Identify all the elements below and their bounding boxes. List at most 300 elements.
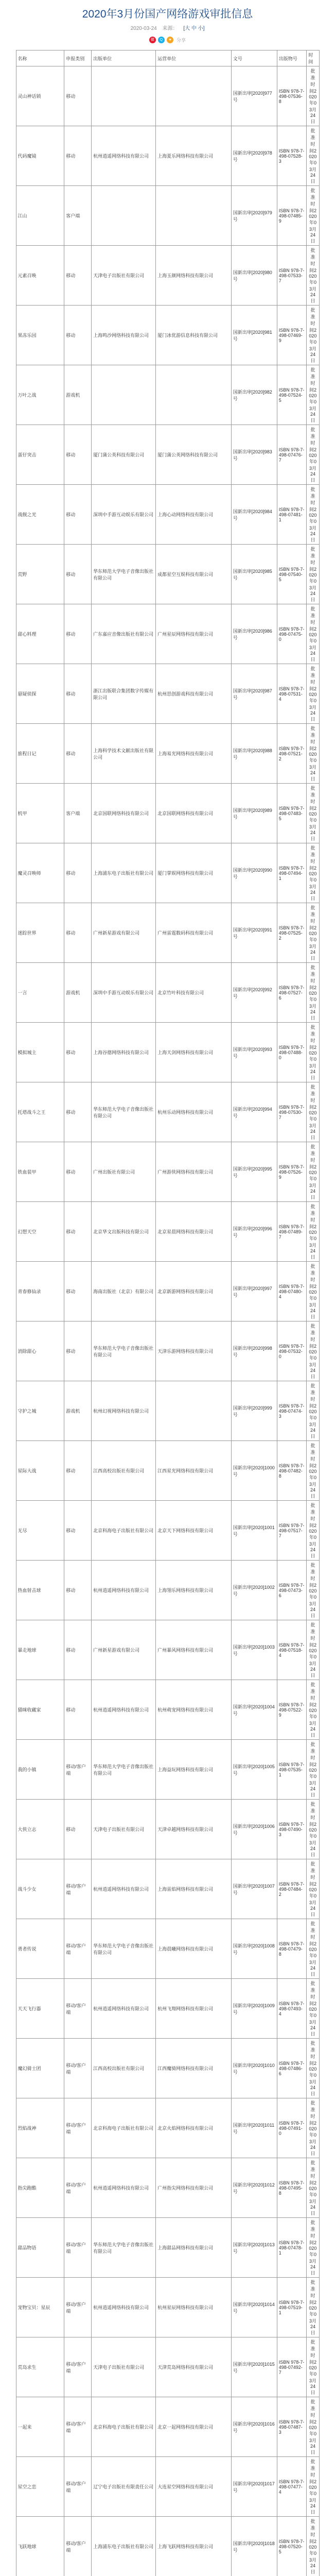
cell-isbn: ISBN 978-7-498-07520-5 <box>277 2517 307 2576</box>
cell-name: 魔幻骑士团 <box>16 2039 64 2098</box>
cell-approval-no: 国新出审[2020]1008号 <box>231 1919 277 1979</box>
cell-category: 移动 <box>64 1561 92 1620</box>
cell-publisher: 华东师范大学电子音像出版社有限公司 <box>92 1082 156 1142</box>
cell-operator: 上海晨曦网络科技有限公司 <box>156 1919 232 1979</box>
cell-approval-no: 国新出审[2020]984号 <box>231 485 277 545</box>
cell-operator: 上海甜品网络科技有限公司 <box>156 2218 232 2278</box>
cell-approval-no: 国新出审[2020]980号 <box>231 246 277 306</box>
cell-approval-no: 国新出审[2020]981号 <box>231 306 277 365</box>
cell-time: 批准时间2020年03月24日 <box>307 1979 319 2039</box>
cell-isbn: ISBN 978-7-498-07480-4 <box>277 1262 307 1321</box>
table-row <box>16 485 319 545</box>
cell-category: 移动 <box>64 306 92 365</box>
cell-operator: 上海心动网络科技有限公司 <box>156 485 232 545</box>
cell-publisher: 上海鸣沙网络科技有限公司 <box>92 306 156 365</box>
cell-approval-no: 国新出审[2020]987号 <box>231 664 277 724</box>
cell-publisher: 华东师范大学电子音像出版社有限公司 <box>92 545 156 604</box>
cell-name: 暴走地球 <box>16 1620 64 1680</box>
cell-approval-no: 国新出审[2020]999号 <box>231 1381 277 1441</box>
cell-name: 星空之恋 <box>16 2457 64 2517</box>
table-row <box>16 1800 319 1859</box>
cell-time: 批准时间2020年03月24日 <box>307 2278 319 2337</box>
cell-category: 移动 <box>64 1441 92 1501</box>
header-publisher: 出版单位 <box>92 50 156 66</box>
cell-approval-no: 国新出审[2020]993号 <box>231 1023 277 1082</box>
cell-isbn: ISBN 978-7-498-07473-6 <box>277 1561 307 1620</box>
cell-operator: 北京一起网络科技有限公司 <box>156 2397 232 2457</box>
cell-name: 飞跃地球 <box>16 2517 64 2576</box>
table-row <box>16 1680 319 1740</box>
cell-publisher: 杭州逍遥网络科技有限公司 <box>92 1561 156 1620</box>
cell-name: 无尽 <box>16 1501 64 1561</box>
cell-time: 批准时间2020年03月24日 <box>307 2218 319 2278</box>
cell-operator: 天津乐游网络科技有限公司 <box>156 1321 232 1381</box>
table-row <box>16 843 319 903</box>
cell-name: 机甲 <box>16 784 64 843</box>
header-time: 时间 <box>307 50 319 66</box>
cell-isbn: ISBN 978-7-498-07486-6 <box>277 2039 307 2098</box>
publish-date: 2020-03-24 <box>130 26 157 31</box>
cell-operator: 上海雷焰网络科技有限公司 <box>156 1859 232 1919</box>
cell-time: 批准时间2020年03月24日 <box>307 903 319 963</box>
cell-time: 批准时间2020年03月24日 <box>307 2039 319 2098</box>
cell-publisher: 杭州逍遥网络科技有限公司 <box>92 1979 156 2039</box>
table-row <box>16 1321 319 1381</box>
cell-time: 批准时间2020年03月24日 <box>307 604 319 664</box>
cell-operator: 上海夏乐网络科技有限公司 <box>156 126 232 186</box>
game-approval-table <box>16 50 320 2576</box>
cell-time: 批准时间2020年03月24日 <box>307 963 319 1023</box>
cell-category: 移动 <box>64 843 92 903</box>
cell-name: 战舰之光 <box>16 485 64 545</box>
table-row <box>16 1441 319 1501</box>
table-row <box>16 1082 319 1142</box>
cell-operator: 广州指尖网络科技有限公司 <box>156 2158 232 2218</box>
table-row <box>16 784 319 843</box>
source-label: 来源： <box>162 26 178 31</box>
cell-category: 移动/客户端 <box>64 2517 92 2576</box>
cell-approval-no: 国新出审[2020]986号 <box>231 604 277 664</box>
cell-name: 指尖跑酷 <box>16 2158 64 2218</box>
header-category: 申报类别 <box>64 50 92 66</box>
cell-time: 批准时间2020年03月24日 <box>307 724 319 784</box>
cell-isbn: ISBN 978-7-498-07526-9 <box>277 1142 307 1202</box>
cell-category: 移动 <box>64 246 92 306</box>
cell-name: 热血射击球 <box>16 1561 64 1620</box>
cell-category: 移动 <box>64 664 92 724</box>
cell-approval-no: 国新出审[2020]982号 <box>231 365 277 425</box>
cell-name: 勇者传说 <box>16 1919 64 1979</box>
cell-isbn: ISBN 978-7-498-07493-4 <box>277 1979 307 2039</box>
weibo-share-icon[interactable]: 微 <box>149 37 156 43</box>
cell-operator: 大连星空网络科技有限公司 <box>156 2457 232 2517</box>
cell-category: 移动/客户端 <box>64 1859 92 1919</box>
cell-category: 移动 <box>64 485 92 545</box>
table-row <box>16 66 319 126</box>
cell-category: 客户端 <box>64 784 92 843</box>
cell-name: 烈焰战神 <box>16 2098 64 2158</box>
table-row <box>16 963 319 1023</box>
cell-publisher: 上海浦东电子出版社有限公司 <box>92 2517 156 2576</box>
cell-category: 移动 <box>64 1082 92 1142</box>
cell-isbn: ISBN 978-7-498-07484-2 <box>277 1859 307 1919</box>
cell-publisher: 深圳中手游互动娱乐有限公司 <box>92 485 156 545</box>
cell-name: 魔灵召唤师 <box>16 843 64 903</box>
cell-isbn: ISBN 978-7-498-07519-1 <box>277 2278 307 2337</box>
cell-category: 移动/客户端 <box>64 2457 92 2517</box>
cell-time: 批准时间2020年03月24日 <box>307 1262 319 1321</box>
cell-time: 批准时间2020年03月24日 <box>307 1740 319 1800</box>
cell-time: 批准时间2020年03月24日 <box>307 186 319 246</box>
cell-operator: 江西星光网络科技有限公司 <box>156 1441 232 1501</box>
cell-name: 荒野 <box>16 545 64 604</box>
cell-name: 战斗少女 <box>16 1859 64 1919</box>
table-row <box>16 1620 319 1680</box>
cell-name: 守护之城 <box>16 1381 64 1441</box>
cell-category: 移动 <box>64 1321 92 1381</box>
cell-approval-no: 国新出审[2020]983号 <box>231 425 277 485</box>
share-label: 分享 <box>176 37 186 43</box>
cell-isbn: ISBN 978-7-498-07530-7 <box>277 1082 307 1142</box>
table-row <box>16 2158 319 2218</box>
cell-isbn: ISBN 978-7-498-07482-8 <box>277 1441 307 1501</box>
cell-publisher: 天津电子出版社有限公司 <box>92 246 156 306</box>
cell-publisher: 杭州逍遥网络科技有限公司 <box>92 2158 156 2218</box>
cell-isbn: ISBN 978-7-498-07521-2 <box>277 724 307 784</box>
cell-isbn: ISBN 978-7-498-07488-0 <box>277 1023 307 1082</box>
cell-isbn: ISBN 978-7-498-07525-2 <box>277 903 307 963</box>
cell-approval-no: 国新出审[2020]1014号 <box>231 2278 277 2337</box>
cell-name: 悬疑侦探 <box>16 664 64 724</box>
cell-isbn: ISBN 978-7-498-07540-5 <box>277 545 307 604</box>
table-row <box>16 1919 319 1979</box>
cell-category: 移动/客户端 <box>64 2039 92 2098</box>
cell-time: 批准时间2020年03月24日 <box>307 1501 319 1561</box>
cell-name: 元素召唤 <box>16 246 64 306</box>
cell-time: 批准时间2020年03月24日 <box>307 843 319 903</box>
cell-operator <box>156 1381 232 1441</box>
cell-publisher: 华东师范大学电子音像出版社有限公司 <box>92 1919 156 1979</box>
cell-name: 模拟城主 <box>16 1023 64 1082</box>
cell-category: 客户端 <box>64 186 92 246</box>
cell-category: 移动/客户端 <box>64 2337 92 2397</box>
table-row <box>16 903 319 963</box>
cell-isbn: ISBN 978-7-498-07527-6 <box>277 963 307 1023</box>
cell-isbn: ISBN 978-7-498-07489-7 <box>277 1202 307 1262</box>
cell-approval-no: 国新出审[2020]995号 <box>231 1142 277 1202</box>
cell-category: 移动/客户端 <box>64 2278 92 2337</box>
cell-approval-no: 国新出审[2020]997号 <box>231 1262 277 1321</box>
cell-isbn: ISBN 978-7-498-07476-7 <box>277 425 307 485</box>
cell-time: 批准时间2020年03月24日 <box>307 1859 319 1919</box>
cell-approval-no: 国新出审[2020]1004号 <box>231 1680 277 1740</box>
table-row <box>16 545 319 604</box>
cell-time: 批准时间2020年03月24日 <box>307 1919 319 1979</box>
table-row <box>16 126 319 186</box>
cell-publisher: 广州出版社有限公司 <box>92 1142 156 1202</box>
cell-category: 移动 <box>64 545 92 604</box>
cell-publisher: 江西高校出版社有限公司 <box>92 2039 156 2098</box>
table-row <box>16 1381 319 1441</box>
cell-time: 批准时间2020年03月24日 <box>307 1381 319 1441</box>
cell-operator: 天津卓越网络科技有限公司 <box>156 1800 232 1859</box>
table-row <box>16 2517 319 2576</box>
table-body <box>16 66 319 2576</box>
cell-operator: 杭州乐动网络科技有限公司 <box>156 1082 232 1142</box>
cell-approval-no: 国新出审[2020]1017号 <box>231 2457 277 2517</box>
cell-approval-no: 国新出审[2020]977号 <box>231 66 277 126</box>
cell-publisher: 广东嘉应音像出版社有限公司 <box>92 604 156 664</box>
cell-category: 移动 <box>64 1501 92 1561</box>
table-row <box>16 2397 319 2457</box>
cell-isbn: ISBN 978-7-498-07495-8 <box>277 2158 307 2218</box>
cell-time: 批准时间2020年03月24日 <box>307 1082 319 1142</box>
cell-approval-no: 国新出审[2020]990号 <box>231 843 277 903</box>
cell-publisher: 杭州逍遥网络科技有限公司 <box>92 126 156 186</box>
cell-name: 万叶之战 <box>16 365 64 425</box>
cell-operator: 江西魔骑网络科技有限公司 <box>156 2039 232 2098</box>
cell-name: 一起来 <box>16 2397 64 2457</box>
cell-category: 移动 <box>64 1142 92 1202</box>
cell-isbn: ISBN 978-7-498-07536-8 <box>277 66 307 126</box>
cell-category: 移动 <box>64 1023 92 1082</box>
cell-category: 移动 <box>64 724 92 784</box>
article-meta <box>0 24 335 31</box>
cell-approval-no: 国新出审[2020]1000号 <box>231 1441 277 1501</box>
cell-name: 迷踪世界 <box>16 903 64 963</box>
cell-isbn: ISBN 978-7-498-07494-1 <box>277 843 307 903</box>
cell-name: 果冻乐园 <box>16 306 64 365</box>
cell-approval-no: 国新出审[2020]1005号 <box>231 1740 277 1800</box>
cell-isbn: ISBN 978-7-498-07474-3 <box>277 1381 307 1441</box>
cell-publisher: 华东师范大学电子音像出版社有限公司 <box>92 1740 156 1800</box>
cell-time: 批准时间2020年03月24日 <box>307 2158 319 2218</box>
cell-name: 青春修仙录 <box>16 1262 64 1321</box>
cell-isbn: ISBN 978-7-498-07479-8 <box>277 1919 307 1979</box>
cell-operator: 北京竹叶科技有限公司 <box>156 963 232 1023</box>
cell-publisher: 杭州逍遥网络科技有限公司 <box>92 1680 156 1740</box>
cell-operator <box>156 186 232 246</box>
cell-operator <box>156 365 232 425</box>
cell-time: 批准时间2020年03月24日 <box>307 1800 319 1859</box>
table-row <box>16 2278 319 2337</box>
cell-category: 移动 <box>64 1800 92 1859</box>
cell-operator: 北京火焰网络科技有限公司 <box>156 2098 232 2158</box>
cell-isbn: ISBN 978-7-498-07483-5 <box>277 784 307 843</box>
cell-publisher: 北京科海电子出版社有限公司 <box>92 1501 156 1561</box>
cell-name: 星际大战 <box>16 1441 64 1501</box>
qzone-share-icon[interactable]: ★ <box>167 37 173 43</box>
cell-isbn: ISBN 978-7-498-07478-1 <box>277 2218 307 2278</box>
cell-name: 幻想天空 <box>16 1202 64 1262</box>
table-row <box>16 2218 319 2278</box>
cell-approval-no: 国新出审[2020]1011号 <box>231 2098 277 2158</box>
table-row <box>16 1561 319 1620</box>
cell-name: 铁血装甲 <box>16 1142 64 1202</box>
cell-operator: 北京星晨网络科技有限公司 <box>156 1202 232 1262</box>
cell-time: 批准时间2020年03月24日 <box>307 2457 319 2517</box>
cell-publisher: 华东师范大学电子音像出版社有限公司 <box>92 1321 156 1381</box>
cell-time: 批准时间2020年03月24日 <box>307 1321 319 1381</box>
cell-isbn: ISBN 978-7-498-07517-7 <box>277 1501 307 1561</box>
cell-operator: 广州暴风网络科技有限公司 <box>156 1620 232 1680</box>
table-row <box>16 1501 319 1561</box>
cell-time: 批准时间2020年03月24日 <box>307 2397 319 2457</box>
cell-publisher <box>92 365 156 425</box>
cell-name: 代码魔镜 <box>16 126 64 186</box>
cell-operator: 广州星辰网络科技有限公司 <box>156 604 232 664</box>
table-header-row <box>16 50 319 66</box>
cell-operator: 杭州萌宠网络科技有限公司 <box>156 1680 232 1740</box>
cell-isbn: ISBN 978-7-498-07475-0 <box>277 604 307 664</box>
cell-publisher: 北京科海电子出版社有限公司 <box>92 2098 156 2158</box>
cell-publisher: 北京国联网络科技有限公司 <box>92 784 156 843</box>
cell-time: 批准时间2020年03月24日 <box>307 1202 319 1262</box>
cell-isbn: ISBN 978-7-498-07535-1 <box>277 1740 307 1800</box>
cell-isbn: ISBN 978-7-498-07481-1 <box>277 485 307 545</box>
share-bar <box>0 36 335 44</box>
cell-time: 批准时间2020年03月24日 <box>307 1023 319 1082</box>
cell-approval-no: 国新出审[2020]1010号 <box>231 2039 277 2098</box>
cell-publisher: 深圳中手游互动娱乐有限公司 <box>92 963 156 1023</box>
cell-name: 宠物宝贝：星辰 <box>16 2278 64 2337</box>
table-row <box>16 306 319 365</box>
cell-time: 批准时间2020年03月24日 <box>307 1680 319 1740</box>
cell-approval-no: 国新出审[2020]991号 <box>231 903 277 963</box>
cell-publisher: 北京华文出版科技有限公司 <box>92 1202 156 1262</box>
page-title: 2020年3月份国产网络游戏审批信息 <box>82 8 253 20</box>
cell-name: 猫咪收藏家 <box>16 1680 64 1740</box>
cell-publisher: 北京科海电子出版社有限公司 <box>92 2397 156 2457</box>
cell-isbn: ISBN 978-7-498-07485-9 <box>277 186 307 246</box>
cell-approval-no: 国新出审[2020]1006号 <box>231 1800 277 1859</box>
cell-approval-no: 国新出审[2020]994号 <box>231 1082 277 1142</box>
cell-time: 批准时间2020年03月24日 <box>307 1142 319 1202</box>
cell-publisher: 浙江出版联合集团数字传媒有限公司 <box>92 664 156 724</box>
cell-publisher: 海南出版社（北京）有限公司 <box>92 1262 156 1321</box>
cell-isbn: ISBN 978-7-498-07528-3 <box>277 126 307 186</box>
cell-approval-no: 国新出审[2020]1002号 <box>231 1561 277 1620</box>
cell-time: 批准时间2020年03月24日 <box>307 1620 319 1680</box>
table-row <box>16 1142 319 1202</box>
cell-time: 批准时间2020年03月24日 <box>307 126 319 186</box>
table-row <box>16 664 319 724</box>
cell-name: 灵山神话锁 <box>16 66 64 126</box>
cell-operator: 上海易光网络科技有限公司 <box>156 724 232 784</box>
cell-isbn: ISBN 978-7-498-07490-3 <box>277 1800 307 1859</box>
cell-approval-no: 国新出审[2020]989号 <box>231 784 277 843</box>
cell-category: 游戏机 <box>64 963 92 1023</box>
cell-time: 批准时间2020年03月24日 <box>307 66 319 126</box>
cell-category: 移动 <box>64 604 92 664</box>
cell-category: 移动/客户端 <box>64 2397 92 2457</box>
cell-time: 批准时间2020年03月24日 <box>307 306 319 365</box>
cell-time: 批准时间2020年03月24日 <box>307 1441 319 1501</box>
cell-category: 移动 <box>64 903 92 963</box>
cell-approval-no: 国新出审[2020]1013号 <box>231 2218 277 2278</box>
table-row <box>16 186 319 246</box>
cell-approval-no: 国新出审[2020]992号 <box>231 963 277 1023</box>
cell-isbn: ISBN 978-7-498-07469-9 <box>277 306 307 365</box>
cell-time: 批准时间2020年03月24日 <box>307 2517 319 2576</box>
qq-share-icon[interactable]: Q <box>158 37 165 43</box>
cell-publisher: 广州新星游戏有限公司 <box>92 1620 156 1680</box>
cell-name: 甜心料理 <box>16 604 64 664</box>
cell-approval-no: 国新出审[2020]1001号 <box>231 1501 277 1561</box>
font-size-switcher[interactable]: [大 中 小] <box>183 26 205 31</box>
cell-isbn: ISBN 978-7-498-07492-7 <box>277 2337 307 2397</box>
table-row <box>16 2337 319 2397</box>
cell-time: 批准时间2020年03月24日 <box>307 664 319 724</box>
cell-approval-no: 国新出审[2020]1003号 <box>231 1620 277 1680</box>
cell-publisher: 厦门蒲公英科技有限公司 <box>92 425 156 485</box>
cell-publisher: 杭州逍遥网络科技有限公司 <box>92 2278 156 2337</box>
cell-category: 移动/客户端 <box>64 2098 92 2158</box>
cell-publisher <box>92 66 156 126</box>
cell-operator: 上海玉颜网络科技有限公司 <box>156 246 232 306</box>
cell-category: 移动/客户端 <box>64 2218 92 2278</box>
cell-approval-no: 国新出审[2020]978号 <box>231 126 277 186</box>
cell-time: 批准时间2020年03月24日 <box>307 2098 319 2158</box>
cell-approval-no: 国新出审[2020]1012号 <box>231 2158 277 2218</box>
header-isbn: 出版物号 <box>277 50 307 66</box>
cell-category: 移动 <box>64 1680 92 1740</box>
cell-isbn: ISBN 978-7-498-07524-5 <box>277 365 307 425</box>
cell-name: 大侠立志 <box>16 1800 64 1859</box>
cell-name: 江山 <box>16 186 64 246</box>
table-row <box>16 1262 319 1321</box>
cell-publisher: 杭州幻视网络科技有限公司 <box>92 1381 156 1441</box>
cell-approval-no: 国新出审[2020]996号 <box>231 1202 277 1262</box>
cell-approval-no: 国新出审[2020]998号 <box>231 1321 277 1381</box>
cell-publisher: 上海浦东电子出版社有限公司 <box>92 843 156 903</box>
cell-approval-no: 国新出审[2020]979号 <box>231 186 277 246</box>
cell-operator <box>156 66 232 126</box>
header-operator: 运营单位 <box>156 50 232 66</box>
cell-isbn: ISBN 978-7-498-07487-3 <box>277 2397 307 2457</box>
cell-publisher: 华东师范大学电子音像出版社有限公司 <box>92 2218 156 2278</box>
cell-category: 移动/客户端 <box>64 1979 92 2039</box>
cell-isbn: ISBN 978-7-498-07531-4 <box>277 664 307 724</box>
table-row <box>16 246 319 306</box>
cell-category: 移动 <box>64 425 92 485</box>
cell-publisher: 上海谷德网络科技有限公司 <box>92 1023 156 1082</box>
table-row <box>16 425 319 485</box>
table-row <box>16 1202 319 1262</box>
table-row <box>16 1023 319 1082</box>
cell-name: 托塔战斗之王 <box>16 1082 64 1142</box>
table-row <box>16 604 319 664</box>
header-approval-no: 文号 <box>231 50 277 66</box>
cell-time: 批准时间2020年03月24日 <box>307 365 319 425</box>
cell-name: 荒岛求生 <box>16 2337 64 2397</box>
cell-name: 一言 <box>16 963 64 1023</box>
cell-publisher: 杭州逍遥网络科技有限公司 <box>92 1859 156 1919</box>
cell-category: 移动 <box>64 66 92 126</box>
cell-approval-no: 国新出审[2020]985号 <box>231 545 277 604</box>
cell-approval-no: 国新出审[2020]1018号 <box>231 2517 277 2576</box>
cell-category: 游戏机 <box>64 1381 92 1441</box>
table-row <box>16 1859 319 1919</box>
cell-isbn: ISBN 978-7-498-07518-4 <box>277 1620 307 1680</box>
table-row <box>16 2457 319 2517</box>
table-row <box>16 2039 319 2098</box>
cell-time: 批准时间2020年03月24日 <box>307 246 319 306</box>
cell-isbn: ISBN 978-7-498-07532-0 <box>277 1321 307 1381</box>
cell-operator: 北京国联网络科技有限公司 <box>156 784 232 843</box>
cell-publisher: 江西高校出版社有限公司 <box>92 1441 156 1501</box>
cell-approval-no: 国新出审[2020]1009号 <box>231 1979 277 2039</box>
